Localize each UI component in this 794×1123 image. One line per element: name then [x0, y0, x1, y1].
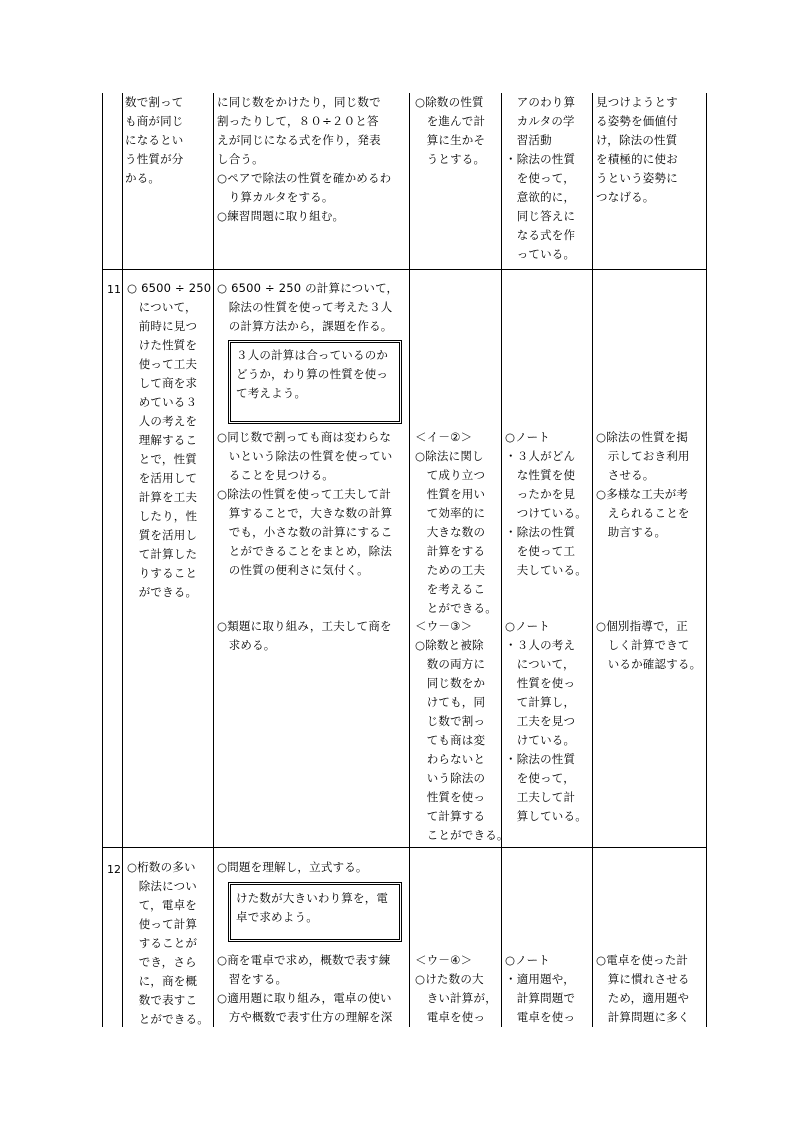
column-divider — [122, 93, 123, 1027]
column-divider — [592, 93, 593, 1027]
row11-activity-practice: ○類題に取り組み，工夫して商を 求める。 — [217, 619, 392, 652]
row11-goal: ○ 6500 ÷ 250 について， 前時に見つ けた性質を 使って工夫 して商を求 めている３ 人の考えを 理解するこ とで，性質 を活用して 計算を工夫 したり，性 質を活用し て計算した りすること ができる。 — [127, 281, 212, 599]
column-divider — [213, 93, 214, 1027]
lesson-plan-table — [102, 93, 707, 1027]
row12-task-text: けた数が大きいわり算を，電 卓で求めよう。 — [236, 891, 389, 924]
row12-task-box — [228, 882, 402, 942]
row11-task-text: ３人の計算は合っているのか どうか，わり算の性質を使っ て考えよう。 — [236, 348, 389, 400]
row10-activity: に同じ数をかけたり，同じ数で 割ったりして，８０÷２０と答 えが同じになる式を作り，発表 し合う。 ○ペアで除法の性質を確かめるわ り算カルタをする。 ○練習問題に取り組む。 — [217, 95, 392, 223]
row11-evaluation-2: ＜ウ－③＞ ○除数と被除 数の両方に 同じ数をか けても，同 じ数で割っ ても商は変 わらないと いう除法の 性質を使っ て計算する ことができる。 — [415, 619, 509, 842]
row12-evaluation-1: ＜ウ－④＞ ○けた数の大 きい計算が， 電卓を使っ — [415, 953, 497, 1024]
row11-method-2: ○ノート ・３人の考え について， 性質を使っ て計算し， 工夫を見つ けている。 ・除法の性質 を使って， 工夫して計 算している。 — [505, 619, 587, 823]
row12-goal: ○桁数の多い 除法につい て，電卓を 使って計算 することが でき，さら に，商を概 数で表すこ とができる。 — [127, 860, 209, 1026]
column-divider — [409, 93, 410, 1027]
row10-evaluation: ○除数の性質 を進んで計 算に生かそ うとする。 — [415, 95, 486, 166]
row10-support: 見つけようとす る姿勢を価値付 け，除法の性質 を積極的に使お うという姿勢に つなげる。 — [596, 95, 678, 204]
row12-method-1: ○ノート ・適用題や， 計算問題で 電卓を使っ — [505, 953, 576, 1024]
row10-method: アのわり算 カルタの学 習活動 ・除法の性質 を使って， 意欲的に， 同じ答えに なる式を作 っている。 — [505, 95, 576, 261]
row11-task-box — [228, 340, 402, 424]
row-divider — [103, 269, 706, 270]
row-divider — [103, 847, 706, 848]
row11-support-2: ○個別指導で，正 しく計算できて いるか確認する。 — [596, 619, 702, 671]
row12-activity-intro: ○問題を理解し，立式する。 — [217, 860, 368, 874]
row11-number: 11 — [107, 283, 121, 296]
row11-activity-main: ○同じ数で割っても商は変わらな いという除法の性質を使ってい ることを見つける。 ○除法の性質を使って工夫して計 算することで，大きな数の計算 でも，小さな数の計算にするこ とができることをまとめ，除法 の性質の便利さに気付く。 — [217, 430, 393, 577]
row10-goal: 数で割って も商が同じ になるとい う性質が分 かる。 — [125, 95, 184, 185]
row12-activity-main: ○商を電卓で求め，概数で表す練 習をする。 ○適用題に取り組み，電卓の使い 方や概数で表す仕方の理解を深 — [217, 953, 393, 1024]
row11-evaluation-1: ＜イ－②＞ ○除法に関し て成り立つ 性質を用い て効率的に 大きな数の 計算をする ための工夫 を考えるこ とができる。 — [415, 430, 497, 615]
row11-support-1: ○除法の性質を掲 示しておき利用 させる。 ○多様な工夫が考 えられることを 助言する。 — [596, 430, 690, 539]
column-divider — [501, 93, 502, 1027]
row12-number: 12 — [107, 863, 121, 876]
row11-method-1: ○ノート ・３人がどん な性質を使 ったかを見 つけている。 ・除法の性質 を使って工 夫している。 — [505, 430, 587, 577]
row11-activity-intro: ○ 6500 ÷ 250 の計算について， 除法の性質を使って考えた３人 の計算方法から，課題を作る。 — [217, 281, 399, 333]
row12-support-1: ○電卓を使った計 算に慣れさせる ため，適用題や 計算問題に多く — [596, 953, 690, 1024]
